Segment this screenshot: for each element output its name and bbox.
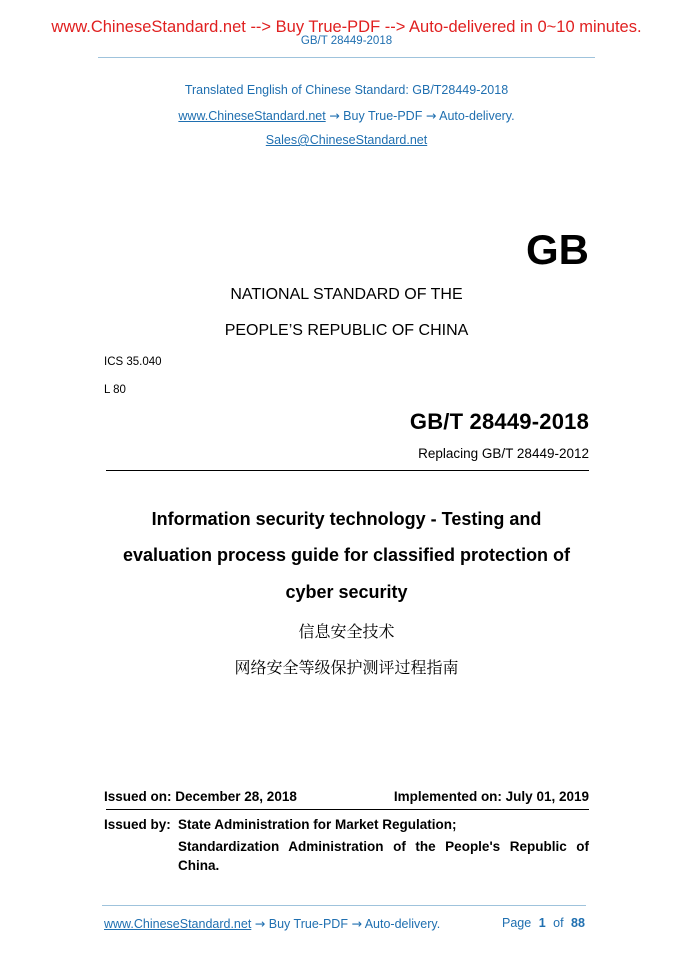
national-standard-line1: NATIONAL STANDARD OF THE: [230, 286, 463, 303]
of-label: of: [553, 916, 564, 930]
header-divider: [98, 57, 595, 58]
email-line: [0, 133, 693, 147]
ics-code: ICS 35.040: [104, 356, 162, 368]
buy-line: [0, 108, 693, 123]
issued-on: Issued on: December 28, 2018: [104, 789, 297, 804]
page-number: 1: [538, 916, 546, 930]
implemented-on: Implemented on: July 01, 2019: [393, 789, 589, 804]
issued-by-label: Issued by:: [104, 817, 171, 832]
buy-text: Buy True-PDF: [343, 109, 423, 123]
arrow-right-icon: →: [329, 108, 340, 123]
title-line3: cyber security: [285, 582, 408, 602]
title-chinese-line2: 网络安全等级保护测评过程指南: [234, 658, 459, 677]
title-line2: evaluation process guide for classified protection of: [122, 545, 571, 565]
footer-auto-delivery-text: Auto-delivery.: [364, 917, 441, 931]
arrow-right-icon: →: [425, 108, 437, 123]
auto-delivery-text: Auto-delivery.: [439, 109, 515, 123]
sales-email-link[interactable]: Sales@ChineseStandard.net: [265, 133, 428, 147]
footer-buy-line: [104, 916, 440, 931]
arrow-right-icon: →: [351, 916, 362, 931]
title-line1: Information security technology - Testing and: [151, 509, 542, 529]
page-indicator: [502, 916, 585, 930]
page-total: 88: [571, 916, 585, 930]
translation-note: Translated English of Chinese Standard: GB/T28449-2018: [184, 83, 509, 97]
arrow-right-icon: →: [254, 916, 266, 931]
issuer-line2: Standardization Administration of the People's Republic of: [178, 839, 589, 854]
footer-site-link[interactable]: www.ChineseStandard.net: [104, 917, 252, 931]
dates-divider: [106, 809, 589, 810]
national-standard-line2: PEOPLE’S REPUBLIC OF CHINA: [224, 322, 469, 339]
site-link[interactable]: www.ChineseStandard.net: [178, 109, 326, 123]
title-chinese-line1: 信息安全技术: [298, 622, 395, 641]
ccs-code: L 80: [104, 384, 126, 396]
issuer-line1: State Administration for Market Regulation;: [178, 817, 457, 832]
footer-divider: [102, 905, 586, 906]
running-header: GB/T 28449-2018: [300, 35, 393, 47]
standard-code: GB/T 28449-2018: [409, 409, 589, 434]
title-divider: [106, 470, 589, 471]
issuer-line3: China.: [178, 858, 220, 873]
footer-buy-text: Buy True-PDF: [268, 917, 348, 931]
page-label: Page: [502, 916, 532, 930]
promo-banner-text[interactable]: www.ChineseStandard.net --> Buy True-PDF --> Auto-delivered in 0~10 minutes.: [51, 18, 642, 36]
replacing-note: Replacing GB/T 28449-2012: [418, 446, 589, 461]
gb-logo: GB: [526, 226, 589, 273]
